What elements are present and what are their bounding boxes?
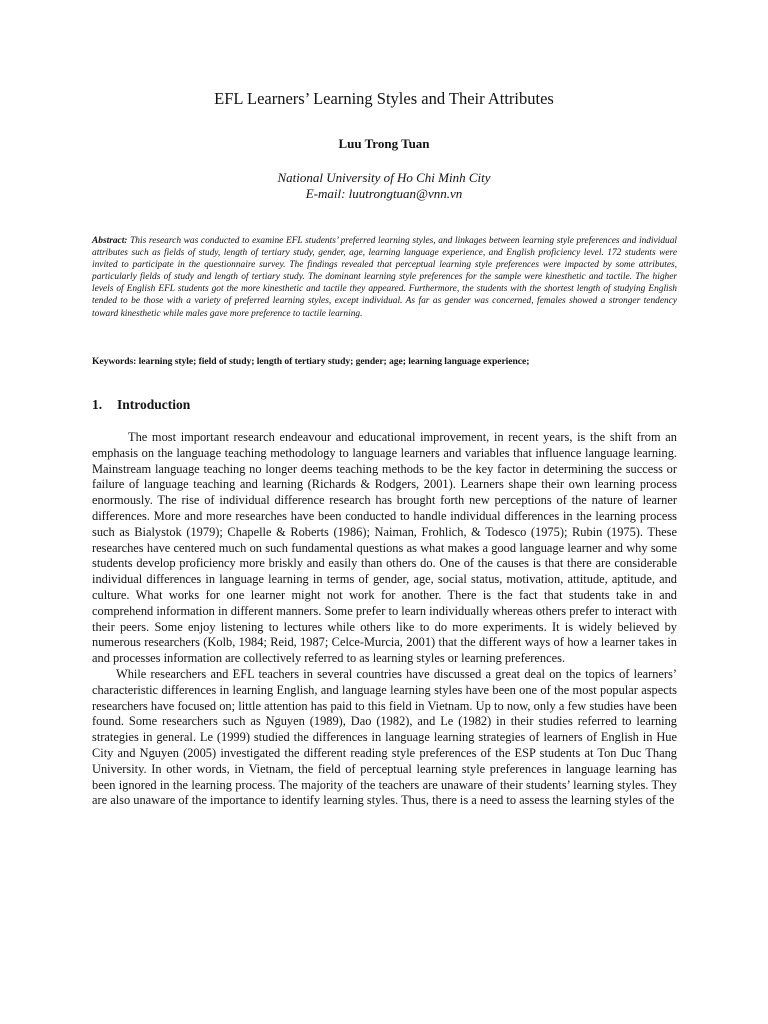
keywords: Keywords: learning style; field of study; length of tertiary study; gender; age; learning language experience; xyxy=(92,356,530,367)
author-email: E-mail: luutrongtuan@vnn.vn xyxy=(305,186,463,201)
paper-title: EFL Learners’ Learning Styles and Their Attributes xyxy=(214,89,554,108)
author-affiliation-block xyxy=(0,170,768,202)
section-number: 1. xyxy=(92,397,103,412)
section-heading xyxy=(92,397,190,413)
body-paragraph: While researchers and EFL teachers in several countries have discussed a great deal on the topics of learners’ characteristic differences in learning English, and language learning styles have been one of the most popular aspects researchers have focused on; little attention has paid to this field in Vietnam. Up to now, only a few studies have been found. Some researchers such as Nguyen (1989), Dao (1982), and Le (1982) in their studies referred to learning strategies in general. Le (1999) studied the differences in language learning strategies of learners of English in Hue City and Nguyen (2005) investigated the different reading style preferences of the ESP students at Ton Duc Thang University. In other words, in Vietnam, the field of perceptual learning style preferences in language learning has been ignored in the learning process. The majority of the teachers are unaware of their students’ learning styles. They are also unaware of the importance to identify learning styles. Thus, there is a need to assess the learning styles of the xyxy=(92,666,677,808)
affiliation: National University of Ho Chi Minh City xyxy=(277,170,491,185)
section-body xyxy=(92,430,677,809)
author-name: Luu Trong Tuan xyxy=(338,136,430,151)
abstract-text: This research was conducted to examine EFL students’ preferred learning styles, and linkages between learning style preferences and individual attributes such as fields of study, length of tertiary study, gender, age, learning language experience, and English proficiency level. 172 students were invited to participate in the questionnaire survey. The findings revealed that perceptual learning style preferences were impacted by some attributes, particularly fields of study and length of tertiary study. The dominant learning style preferences for the sample were kinesthetic and tactile. The higher levels of English EFL students got the more kinesthetic and tactile they appeared. Furthermore, the students with the shortest length of studying English tended to be those with a variety of preferred learning styles, except individual. As far as gender was concerned, females showed a stronger tendency toward kinesthetic while males gave more preference to tactile learning. xyxy=(92,236,677,319)
abstract xyxy=(92,235,677,320)
abstract-label: Abstract: xyxy=(92,236,128,246)
section-title: Introduction xyxy=(117,397,191,412)
body-paragraph: The most important research endeavour and educational improvement, in recent years, is the shift from an emphasis on the language teaching methodology to language learners and variables that influence language learning. Mainstream language teaching no longer deems teaching methods to be the key factor in determining the success or failure of language teaching and learning (Richards & Rodgers, 2001). Learners shape their own learning process enormously. The rise of individual difference research has brought forth new perceptions of the nature of learner differences. More and more researches have been conducted to handle individual differences in the learning process such as Bialystok (1979); Chapelle & Roberts (1986); Naiman, Frohlich, & Todesco (1975); Rubin (1975). These researches have centered much on such fundamental questions as what makes a good language learner and why some students develop proficiency more briskly and easily than others do. One of the causes is that there are considerable individual differences in language learning in terms of gender, age, social status, motivation, attitude, aptitude, and culture. What works for one learner might not work for another. There is the fact that students take in and comprehend information in different manners. Some prefer to learn individually whereas others prefer to interact with their peers. Some enjoy listening to lectures while others like to do more experiments. It is widely believed by numerous researchers (Kolb, 1984; Reid, 1987; Celce-Murcia, 2001) that the different ways of how a learner takes in and processes information are collectively referred to as learning styles or learning preferences. xyxy=(92,430,677,666)
